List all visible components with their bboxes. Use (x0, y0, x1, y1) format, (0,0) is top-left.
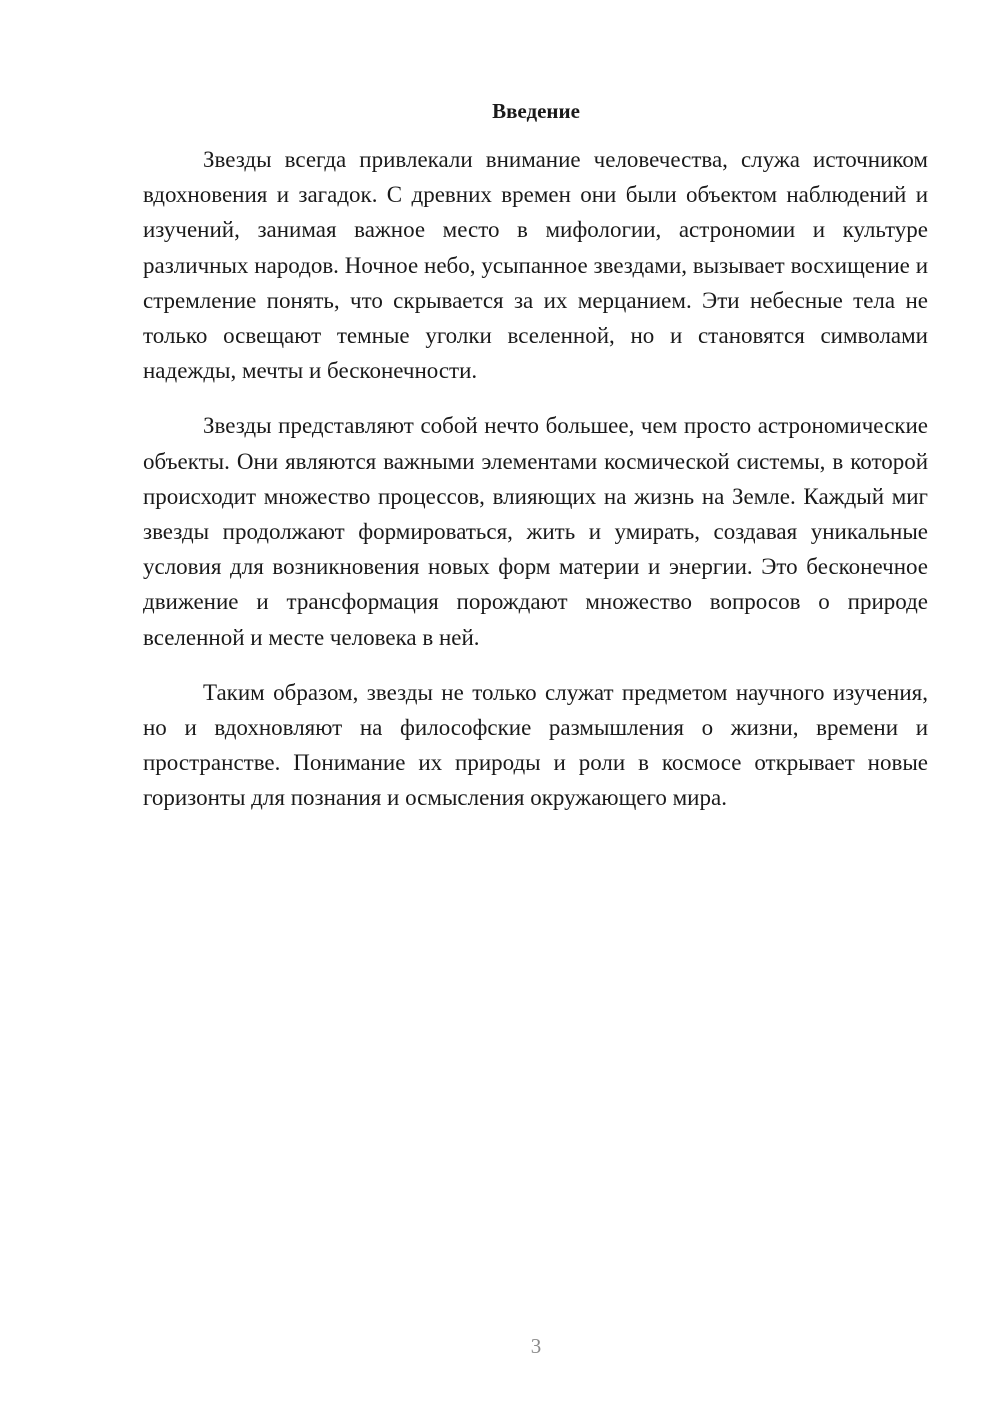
paragraph-1: Звезды всегда привлекали внимание человечества, служа источником вдохновения и загадок. С древних времен они были объектом наблюдений и изучений, занимая важное место в мифологии, астрономии и культуре различных народов. Ночное небо, усыпанное звездами, вызывает восхищение и стремление понять, что скрывается за их мерцанием. Эти небесные тела не только освещают темные уголки вселенной, но и становятся символами надежды, мечты и бесконечности. (143, 147, 928, 384)
section-heading: Введение (492, 99, 580, 123)
paragraph-3: Таким образом, звезды не только служат предметом научного изучения, но и вдохновляют на философские размышления о жизни, времени и пространстве. Понимание их природы и роли в космосе открывает новые горизонты для познания и осмысления окружающего мира. (143, 679, 928, 811)
page-number: 3 (530, 1334, 542, 1358)
body-text (143, 142, 928, 836)
paragraph-2: Звезды представляют собой нечто большее, чем просто астрономические объекты. Они являются важными элементами космической системы, в которой происходит множество процессов, влияющих на жизнь на Земле. Каждый миг звезды продолжают формироваться, жить и умирать, создавая уникальные условия для возникновения новых форм материи и энергии. Это бесконечное движение и трансформация порождают множество вопросов о природе вселенной и месте человека в ней. (143, 413, 928, 650)
